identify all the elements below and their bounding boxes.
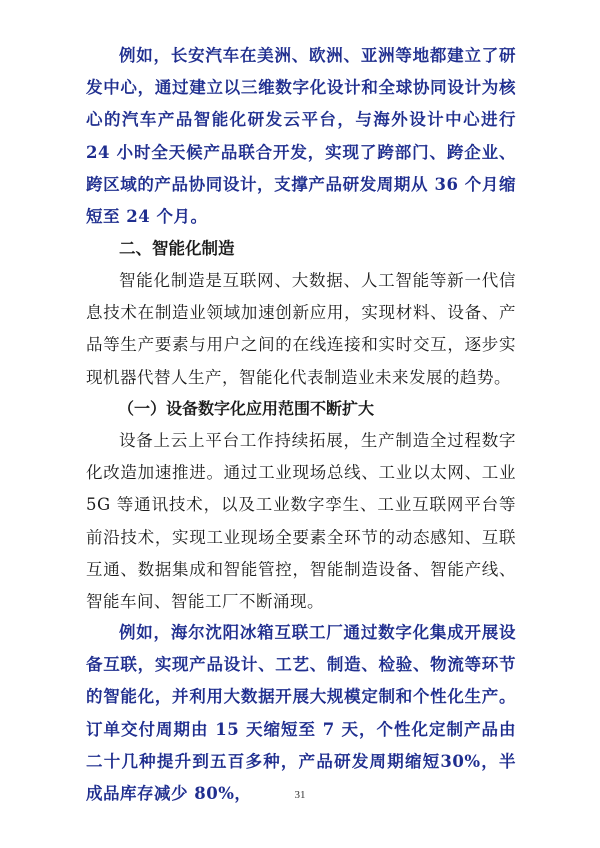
section-heading: 二、智能化制造 xyxy=(119,239,235,258)
page-number: 31 xyxy=(294,789,306,801)
example-changan-paragraph: 例如，长安汽车在美洲、欧洲、亚洲等地都建立了研发中心，通过建立以三维数字化设计和全球协同设计为核心的汽车产品智能化研发云平台，与海外设计中心进行 24 小时全天候产品联合开发，实现了跨部门、跨企业、跨区域的产品协同设计，支撑产品研发周期从 36 个月缩短至 24 个月。 xyxy=(86,46,516,227)
subsection-heading: （一）设备数字化应用范围不断扩大 xyxy=(118,399,375,418)
intro-paragraph: 智能化制造是互联网、大数据、人工智能等新一代信息技术在制造业领域加速创新应用，实现材料、设备、产品等生产要素与用户之间的在线连接和实时交互，逐步实现机器代替人生产，智能化代表制造业未来发展的趋势。 xyxy=(86,271,516,387)
example-haier-paragraph: 例如，海尔沈阳冰箱互联工厂通过数字化集成开展设备互联，实现产品设计、工艺、制造、检验、物流等环节的智能化，并利用大数据开展大规模定制和个性化生产。订单交付周期由 15 天缩短至 7 天，个性化定制产品由二十几种提升到五百多种，产品研发周期缩短30%，半成品库存减少 80%， xyxy=(86,623,516,804)
equipment-paragraph: 设备上云上平台工作持续拓展，生产制造全过程数字化改造加速推进。通过工业现场总线、工业以太网、工业 5G 等通讯技术，以及工业数字孪生、工业互联网平台等前沿技术，实现工业现场全要素全环节的动态感知、互联互通、数据集成和智能管控，智能制造设备、智能产线、智能车间、智能工厂不断涌现。 xyxy=(86,431,516,612)
